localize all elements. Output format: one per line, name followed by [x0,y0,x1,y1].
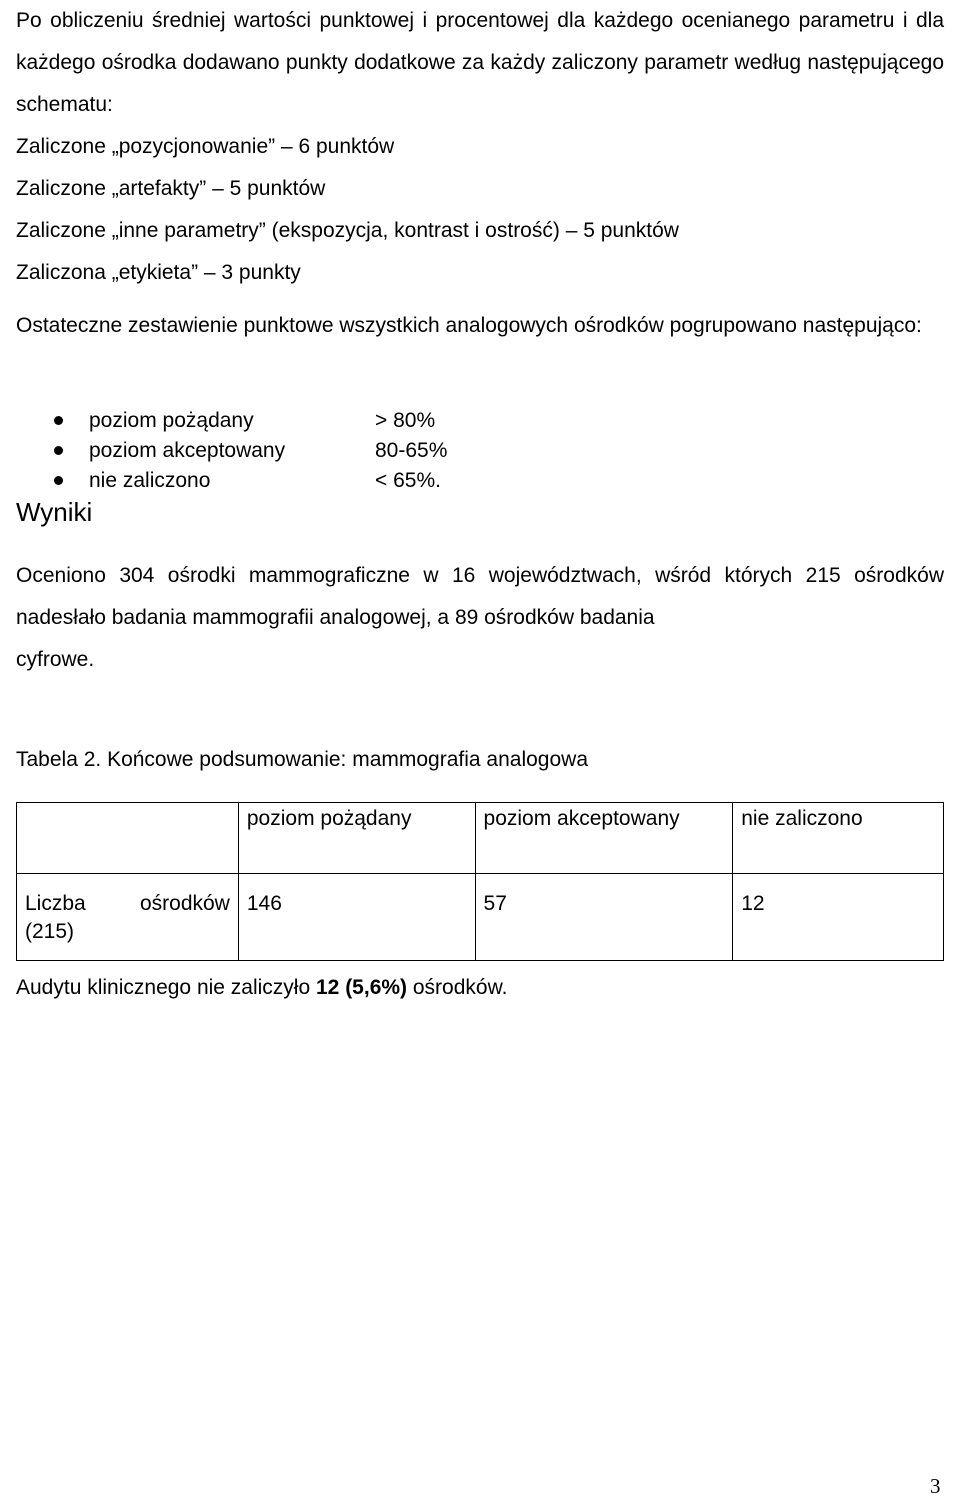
header-cell-desired: poziom pożądany [238,803,475,874]
header-cell-empty [17,803,239,874]
audit-summary [16,968,507,1008]
page-number: 3 [930,1474,941,1498]
bullet-icon [54,446,63,455]
results-paragraph [16,555,944,681]
levels-list [16,406,447,496]
results-text: Oceniono 304 ośrodki mammograficzne w 16 województwach, wśród których 215 ośrodków nadesłało badania mammografii analogowej, a 89 ośrodków badania [16,564,944,629]
rule-other-parameters: Zaliczone „inne parametry” (ekspozycja, kontrast i ostrość) – 5 punktów [16,219,679,242]
level-value: > 80% [375,409,436,432]
row-label-cell [17,874,239,961]
list-item [16,406,447,436]
value-acceptable: 57 [475,874,733,961]
value-failed: 12 [733,874,944,961]
level-label: poziom pożądany [89,409,254,432]
results-heading: Wyniki [16,497,93,527]
bullet-icon [54,416,63,425]
rule-label: Zaliczona „etykieta” – 3 punkty [16,261,301,284]
header-cell-acceptable: poziom akceptowany [475,803,733,874]
table-header-row [17,803,944,874]
row-label-a: Liczba [25,892,86,915]
intro-paragraph: Po obliczeniu średniej wartości punktowej i procentowej dla każdego ocenianego parametru i dla każdego ośrodka dodawano punkty dodatkowe za każdy zaliczony parametr według następującego schematu: [16,9,944,116]
bullet-icon [54,476,63,485]
level-value: 80-65% [375,439,448,462]
list-item [16,436,447,466]
rule-positioning: Zaliczone „pozycjonowanie” – 6 punktów [16,135,395,158]
table-row [17,874,944,961]
summary-table [16,802,944,961]
header-cell-failed: nie zaliczono [733,803,944,874]
results-text-end: cyfrowe. [16,648,95,671]
row-label-c: (215) [25,920,75,943]
row-label-b: ośrodków [139,892,230,915]
level-value: < 65%. [375,469,441,492]
value-desired: 146 [238,874,475,961]
audit-suffix: ośrodków. [407,976,508,999]
rule-artifacts: Zaliczone „artefakty” – 5 punktów [16,177,326,200]
level-label: poziom akceptowany [89,439,286,462]
list-item [16,466,447,496]
document-page [16,0,944,999]
audit-prefix: Audytu klinicznego nie zaliczyło [16,976,316,999]
table-caption: Tabela 2. Końcowe podsumowanie: mammografia analogowa [16,748,589,771]
audit-bold: 12 (5,6%) [316,976,408,999]
level-label: nie zaliczono [89,469,211,492]
grouping-paragraph: Ostateczne zestawienie punktowe wszystkich analogowych ośrodków pogrupowano następująco: [16,314,922,337]
